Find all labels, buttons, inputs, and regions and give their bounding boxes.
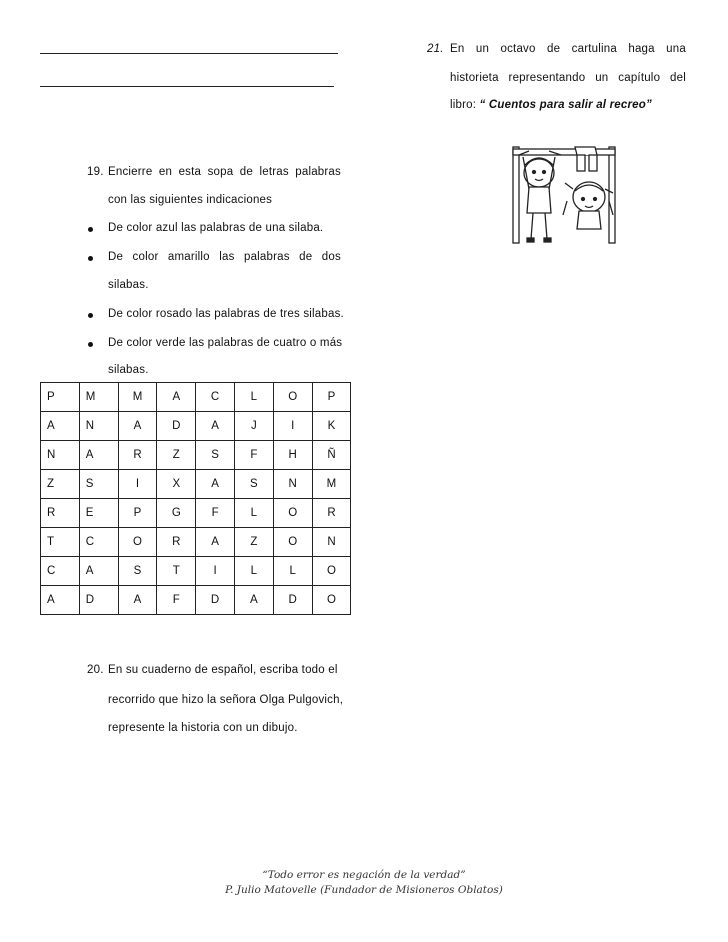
word: un bbox=[595, 72, 609, 84]
grid-cell: N bbox=[41, 441, 80, 470]
instruction-yellow-cont: silabas. bbox=[108, 279, 149, 291]
grid-cell: A bbox=[196, 528, 235, 557]
word: color bbox=[132, 251, 159, 263]
grid-cell: H bbox=[273, 441, 312, 470]
grid-cell: D bbox=[196, 586, 235, 615]
grid-cell: L bbox=[273, 557, 312, 586]
word: amarillo bbox=[167, 251, 210, 263]
word: sopa bbox=[207, 166, 234, 178]
grid-cell: I bbox=[196, 557, 235, 586]
bullet-icon bbox=[88, 256, 93, 261]
grid-cell: K bbox=[312, 412, 351, 441]
instruction-green-cont: silabas. bbox=[108, 364, 149, 376]
word: en bbox=[158, 166, 173, 178]
instruction-blue: De color azul las palabras de una silaba. bbox=[108, 222, 324, 234]
word: de bbox=[547, 43, 561, 55]
grid-cell: A bbox=[41, 412, 80, 441]
grid-cell: P bbox=[41, 383, 80, 412]
question-21-line-2 bbox=[450, 72, 686, 84]
word: palabras bbox=[243, 251, 290, 263]
bullet-icon bbox=[88, 313, 93, 318]
grid-cell: A bbox=[79, 557, 118, 586]
blank-line-1 bbox=[40, 53, 338, 54]
grid-cell: A bbox=[118, 412, 157, 441]
grid-cell: F bbox=[196, 499, 235, 528]
grid-cell: T bbox=[157, 557, 196, 586]
word: En bbox=[450, 43, 465, 55]
question-20-line-1: En su cuaderno de español, escriba todo el bbox=[108, 664, 338, 676]
word: haga bbox=[628, 43, 655, 55]
grid-row bbox=[41, 383, 351, 412]
grid-cell: S bbox=[196, 441, 235, 470]
children-monkey-bars-illustration bbox=[505, 143, 625, 253]
grid-cell: M bbox=[118, 383, 157, 412]
word: esta bbox=[178, 166, 202, 178]
grid-cell: A bbox=[79, 441, 118, 470]
grid-cell: A bbox=[118, 586, 157, 615]
grid-cell: E bbox=[79, 499, 118, 528]
grid-cell: A bbox=[41, 586, 80, 615]
question-20-line-2: recorrido que hizo la señora Olga Pulgovich, bbox=[108, 694, 344, 706]
word-search-grid bbox=[40, 382, 351, 615]
grid-cell: I bbox=[273, 412, 312, 441]
grid-cell: C bbox=[79, 528, 118, 557]
grid-cell: M bbox=[79, 383, 118, 412]
question-21-line-3 bbox=[450, 99, 652, 111]
grid-cell: I bbox=[118, 470, 157, 499]
word: de bbox=[299, 251, 313, 263]
word: octavo bbox=[500, 43, 536, 55]
word: las bbox=[219, 251, 235, 263]
grid-cell: S bbox=[118, 557, 157, 586]
grid-cell: L bbox=[234, 383, 273, 412]
grid-cell: P bbox=[312, 383, 351, 412]
grid-cell: O bbox=[273, 383, 312, 412]
grid-cell: Ñ bbox=[312, 441, 351, 470]
grid-cell: S bbox=[234, 470, 273, 499]
grid-cell: M bbox=[312, 470, 351, 499]
question-19-line-1 bbox=[108, 166, 341, 178]
grid-cell: R bbox=[41, 499, 80, 528]
grid-cell: O bbox=[118, 528, 157, 557]
grid-cell: N bbox=[273, 470, 312, 499]
word: una bbox=[666, 43, 686, 55]
word: palabras bbox=[295, 166, 341, 178]
bullet-icon bbox=[88, 342, 93, 347]
word: dos bbox=[321, 251, 341, 263]
grid-cell: C bbox=[196, 383, 235, 412]
book-title: “ Cuentos para salir al recreo” bbox=[479, 99, 652, 111]
blank-line-2 bbox=[40, 86, 334, 87]
grid-cell: C bbox=[41, 557, 80, 586]
grid-cell: N bbox=[79, 412, 118, 441]
word: representando bbox=[508, 72, 586, 84]
grid-cell: P bbox=[118, 499, 157, 528]
grid-cell: G bbox=[157, 499, 196, 528]
grid-cell: Z bbox=[234, 528, 273, 557]
word: de bbox=[239, 166, 253, 178]
question-21-prefix: libro: bbox=[450, 99, 480, 111]
grid-cell: O bbox=[273, 528, 312, 557]
question-21-number: 21. bbox=[427, 43, 444, 55]
grid-row bbox=[41, 441, 351, 470]
grid-cell: L bbox=[234, 557, 273, 586]
word: del bbox=[670, 72, 686, 84]
word: letras bbox=[259, 166, 289, 178]
grid-cell: R bbox=[118, 441, 157, 470]
word: un bbox=[475, 43, 490, 55]
grid-cell: T bbox=[41, 528, 80, 557]
word: De bbox=[108, 251, 124, 263]
grid-cell: S bbox=[79, 470, 118, 499]
grid-cell: L bbox=[234, 499, 273, 528]
word: capítulo bbox=[618, 72, 661, 84]
grid-cell: Z bbox=[41, 470, 80, 499]
footer-quote: “Todo error es negación de la verdad” bbox=[262, 869, 466, 881]
question-20-line-3: represente la historia con un dibujo. bbox=[108, 722, 298, 734]
instruction-pink: De color rosado las palabras de tres silabas. bbox=[108, 308, 344, 320]
grid-cell: J bbox=[234, 412, 273, 441]
grid-cell: O bbox=[273, 499, 312, 528]
question-19-number: 19. bbox=[87, 166, 104, 178]
grid-cell: D bbox=[273, 586, 312, 615]
question-20-number: 20. bbox=[87, 664, 104, 676]
grid-cell: F bbox=[157, 586, 196, 615]
question-19-line-2: con las siguientes indicaciones bbox=[108, 194, 273, 206]
word: historieta bbox=[450, 72, 499, 84]
word: cartulina bbox=[571, 43, 617, 55]
grid-cell: A bbox=[234, 586, 273, 615]
grid-cell: D bbox=[157, 412, 196, 441]
grid-row bbox=[41, 528, 351, 557]
bullet-icon bbox=[88, 227, 93, 232]
grid-cell: R bbox=[157, 528, 196, 557]
grid-cell: A bbox=[196, 412, 235, 441]
grid-cell: A bbox=[196, 470, 235, 499]
grid-cell: R bbox=[312, 499, 351, 528]
grid-cell: X bbox=[157, 470, 196, 499]
grid-cell: N bbox=[312, 528, 351, 557]
grid-cell: O bbox=[312, 557, 351, 586]
grid-row bbox=[41, 499, 351, 528]
grid-cell: O bbox=[312, 586, 351, 615]
question-21-line-1 bbox=[450, 43, 686, 55]
grid-row bbox=[41, 586, 351, 615]
footer-author: P. Julio Matovelle (Fundador de Misioneros Oblatos) bbox=[225, 884, 503, 896]
grid-cell: Z bbox=[157, 441, 196, 470]
grid-row bbox=[41, 557, 351, 586]
grid-cell: D bbox=[79, 586, 118, 615]
grid-row bbox=[41, 412, 351, 441]
word: Encierre bbox=[108, 166, 153, 178]
grid-row bbox=[41, 470, 351, 499]
grid-cell: F bbox=[234, 441, 273, 470]
grid-cell: A bbox=[157, 383, 196, 412]
instruction-yellow bbox=[108, 251, 341, 263]
instruction-green: De color verde las palabras de cuatro o más bbox=[108, 337, 343, 349]
